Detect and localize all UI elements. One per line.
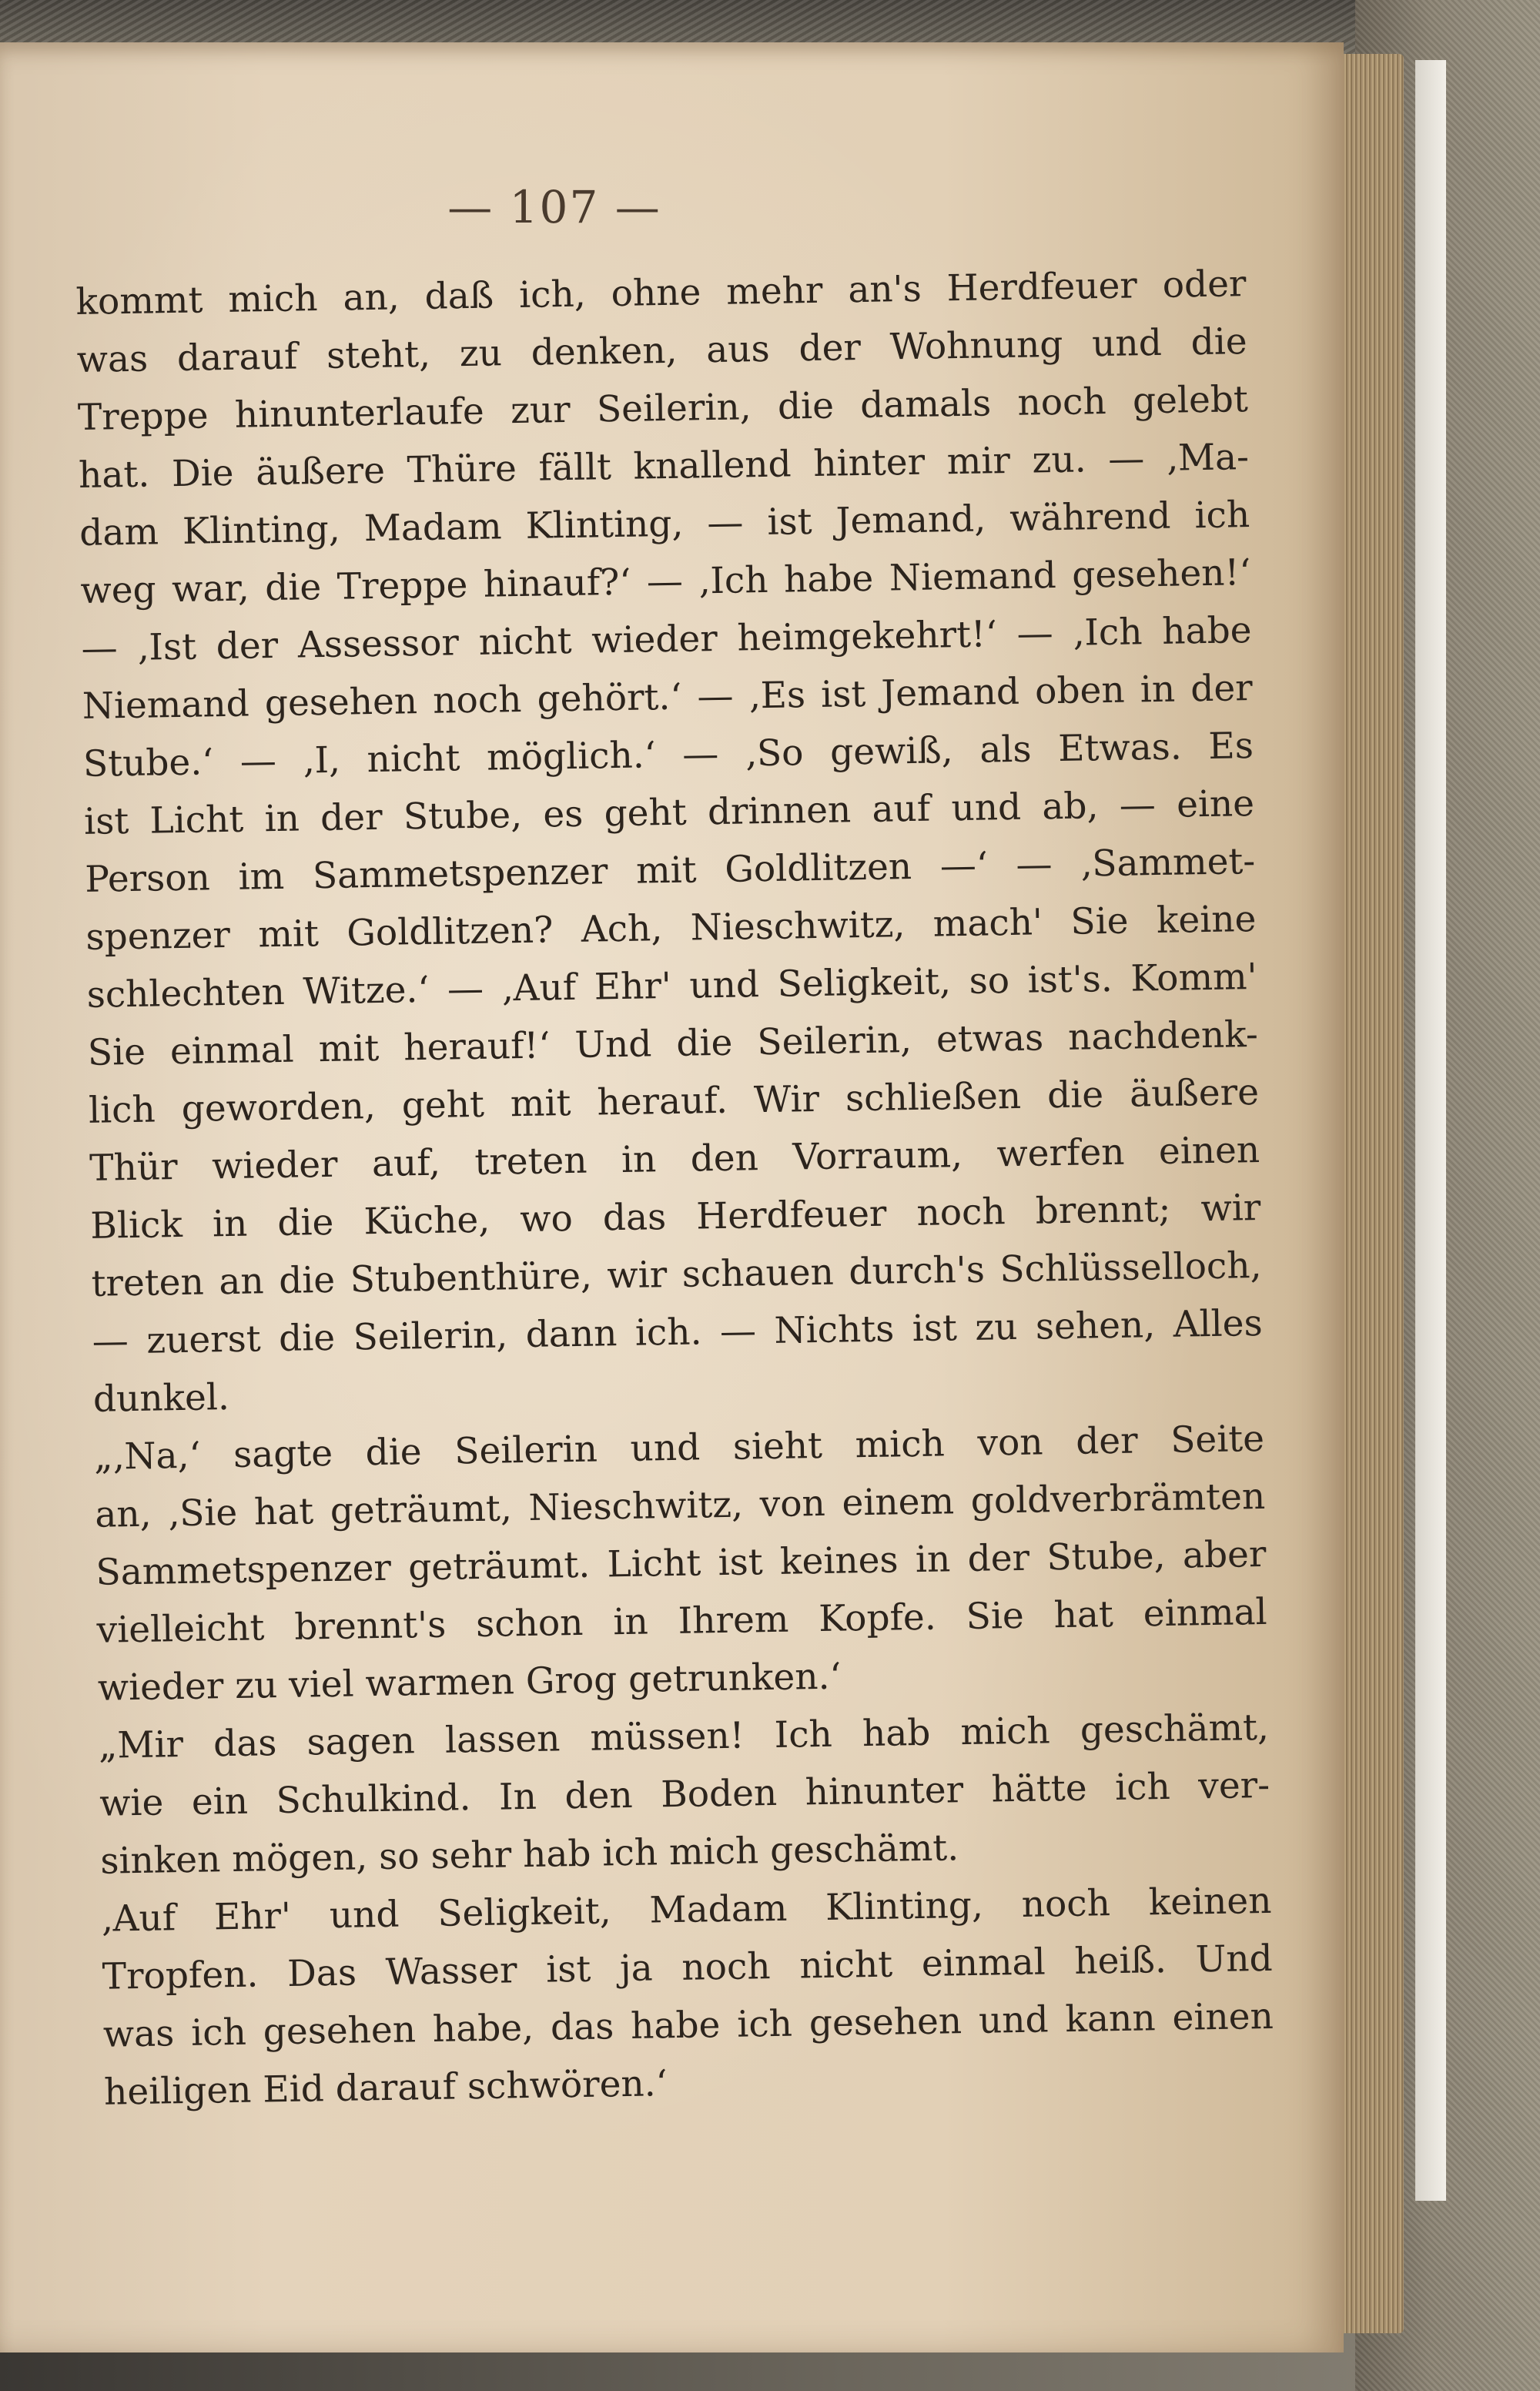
text-line: vielleicht brennt's schon in Ihrem Kopfe. Sie hat einmal <box>96 1590 1267 1652</box>
text-line: was ich gesehen habe, das habe ich gesehen und kann einen <box>102 1994 1274 2056</box>
text-line: sinken mögen, so sehr hab ich mich geschämt. <box>99 1827 959 1883</box>
text-line: ist Licht in der Stube, es geht drinnen auf und ab, — eine <box>83 782 1255 843</box>
text-line: hat. Die äußere Thüre fällt knallend hinter mir zu. — ‚Ma- <box>78 436 1250 497</box>
text-line: wieder zu viel warmen Grog getrunken.‘ <box>97 1655 842 1710</box>
text-line: Tropfen. Das Wasser ist ja noch nicht einmal heiß. Und <box>102 1937 1273 1998</box>
book-page <box>0 42 1344 2352</box>
white-backing-sheet <box>1415 60 1446 2201</box>
text-line: Stube.‘ — ‚I, nicht möglich.‘ — ‚So gewiß, als Etwas. Es <box>82 725 1254 785</box>
text-line: lich geworden, geht mit herauf. Wir schließen die äußere <box>88 1070 1260 1132</box>
text-line: treten an die Stubenthüre, wir schauen durch's Schlüsselloch, <box>91 1244 1262 1305</box>
text-line: schlechten Witze.‘ — ‚Auf Ehr' und Seligkeit, so ist's. Komm' <box>86 956 1257 1016</box>
text-line: dam Klinting, Madam Klinting, — ist Jemand, während ich <box>79 494 1250 554</box>
text-line: ‚Auf Ehr' und Seligkeit, Madam Klinting, noch keinen <box>101 1879 1272 1941</box>
text-line: Niemand gesehen noch gehört.‘ — ‚Es ist Jemand oben in der <box>82 667 1254 728</box>
text-line: Thür wieder auf, treten in den Vorraum, werfen einen <box>89 1128 1260 1190</box>
text-line: „‚Na,‘ sagte die Seilerin und sieht mich von der Seite <box>93 1417 1265 1478</box>
text-line: heiligen Eid darauf schwören.‘ <box>103 2062 668 2114</box>
text-line: dunkel. <box>92 1376 230 1421</box>
page-number: — 107 — <box>447 181 661 233</box>
page-body-text <box>75 255 1275 2121</box>
text-line: Sammetspenzer geträumt. Licht ist keines in der Stube, aber <box>95 1532 1267 1594</box>
text-line: Sie einmal mit herauf!‘ Und die Seilerin, etwas nachdenk- <box>87 1013 1259 1074</box>
text-line: spenzer mit Goldlitzen? Ach, Nieschwitz, mach' Sie keine <box>85 898 1257 959</box>
text-line: wie ein Schulkind. In den Boden hinunter hätte ich ver- <box>99 1763 1270 1825</box>
text-line: Treppe hinunterlaufe zur Seilerin, die damals noch gelebt <box>77 378 1249 439</box>
text-line: — ‚Ist der Assessor nicht wieder heimgekehrt!‘ — ‚Ich habe <box>81 609 1252 670</box>
text-line: was darauf steht, zu denken, aus der Wohnung und die <box>76 320 1248 381</box>
text-line: Blick in die Küche, wo das Herdfeuer noch brennt; wir <box>90 1186 1261 1247</box>
text-line: Person im Sammetspenzer mit Goldlitzen —‘ — ‚Sammet- <box>84 840 1256 901</box>
text-line: weg war, die Treppe hinauf?‘ — ‚Ich habe Niemand gesehen!‘ <box>80 551 1251 612</box>
text-line: an, ‚Sie hat geträumt, Nieschwitz, von einem goldverbrämten <box>94 1475 1266 1536</box>
text-line: „Mir das sagen lassen müssen! Ich hab mich geschämt, <box>98 1706 1270 1767</box>
text-line: — zuerst die Seilerin, dann ich. — Nichts ist zu sehen, Alles <box>92 1301 1264 1363</box>
text-line: kommt mich an, daß ich, ohne mehr an's Herdfeuer oder <box>75 263 1247 323</box>
